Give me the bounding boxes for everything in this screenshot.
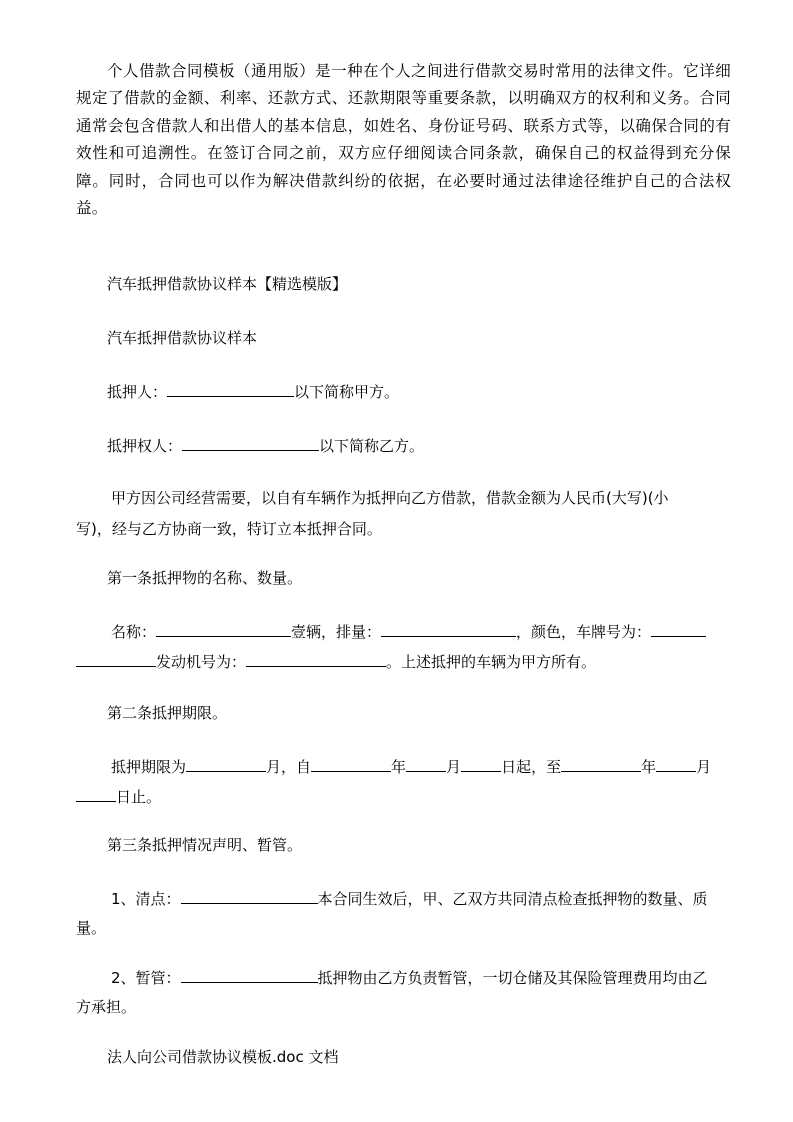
end-year-text: 年	[641, 758, 657, 776]
item2-blank	[181, 967, 318, 983]
end-month-text: 月	[696, 758, 712, 776]
start-year-blank	[311, 756, 391, 772]
item2-text: 抵押物由乙方负责暂管，一切仓储及其保险管理费用均由乙	[317, 969, 708, 987]
article2-period-line	[76, 756, 711, 777]
article3-item1-tail: 量。	[76, 919, 107, 937]
item1-label: 1、清点：	[111, 890, 181, 908]
article1-name-label: 名称：	[111, 623, 157, 641]
mortgagee-blank	[182, 435, 319, 451]
mortgagee-label: 抵押权人：	[107, 437, 183, 455]
article1-color-text: ，颜色，车牌号为：	[516, 623, 652, 641]
month-text: 月	[446, 758, 462, 776]
preamble-line-1: 甲方因公司经营需要，以自有车辆作为抵押向乙方借款，借款金额为人民币(大写)(小	[111, 489, 669, 507]
article2-title: 第二条抵押期限。	[107, 704, 228, 722]
end-month-blank	[656, 756, 696, 772]
mortgagor-label: 抵押人：	[107, 383, 168, 401]
end-day-blank	[76, 786, 116, 802]
footer-document-title: 法人向公司借款协议模板.doc 文档	[107, 1048, 339, 1066]
preamble-line-2: 写)，经与乙方协商一致，特订立本抵押合同。	[76, 520, 382, 538]
article1-name-line	[76, 621, 706, 642]
period-label: 抵押期限为	[111, 758, 187, 776]
day-from-text: 日起，至	[501, 758, 562, 776]
year-text: 年	[391, 758, 407, 776]
article1-unit-text: 壹辆，排量：	[291, 623, 382, 641]
article3-item2-tail: 方承担。	[76, 998, 137, 1016]
plate-blank	[651, 621, 706, 637]
article1-engine-line	[76, 651, 596, 672]
end-year-blank	[561, 756, 641, 772]
item1-text: 本合同生效后，甲、乙双方共同清点检查抵押物的数量、质	[317, 890, 708, 908]
article3-item2-line	[76, 967, 708, 988]
article1-engine-text: 发动机号为：	[156, 653, 247, 671]
sub-heading: 汽车抵押借款协议样本	[107, 329, 258, 347]
displacement-blank	[381, 621, 516, 637]
article3-title: 第三条抵押情况声明、暂管。	[107, 836, 303, 854]
item2-label: 2、暂管：	[111, 969, 181, 987]
mortgagor-blank	[167, 381, 294, 397]
month-from-text: 月，自	[266, 758, 312, 776]
article3-item1-line	[76, 888, 708, 909]
day-end-text: 日止。	[116, 788, 162, 806]
article1-ownership-text: 。上述抵押的车辆为甲方所有。	[386, 653, 597, 671]
mortgagee-line	[76, 435, 424, 456]
engine-number-blank	[246, 651, 386, 667]
article1-title: 第一条抵押物的名称、数量。	[107, 569, 303, 587]
start-day-blank	[461, 756, 501, 772]
article2-end-line	[76, 786, 161, 807]
mortgagee-suffix: 以下简称乙方。	[319, 437, 425, 455]
mortgagor-suffix: 以下简称甲方。	[294, 383, 400, 401]
item1-blank	[181, 888, 318, 904]
name-blank	[156, 621, 291, 637]
period-months-blank	[186, 756, 266, 772]
main-heading: 汽车抵押借款协议样本【精选模版】	[107, 275, 348, 293]
start-month-blank	[406, 756, 446, 772]
intro-paragraph: 个人借款合同模板（通用版）是一种在个人之间进行借款交易时常用的法律文件。它详细规定了借款的金额、利率、还款方式、还款期限等重要条款，以明确双方的权利和义务。合同通常会包含借款人和出借人的基本信息，如姓名、身份证号码、联系方式等，以确保合同的有效性和可追溯性。在签订合同之前，双方应仔细阅读合同条款，确保自己的权益得到充分保障。同时，合同也可以作为解决借款纠纷的依据，在必要时通过法律途径维护自己的合法权益。	[76, 62, 731, 218]
plate-blank-continued	[76, 651, 156, 667]
mortgagor-line	[76, 381, 399, 402]
